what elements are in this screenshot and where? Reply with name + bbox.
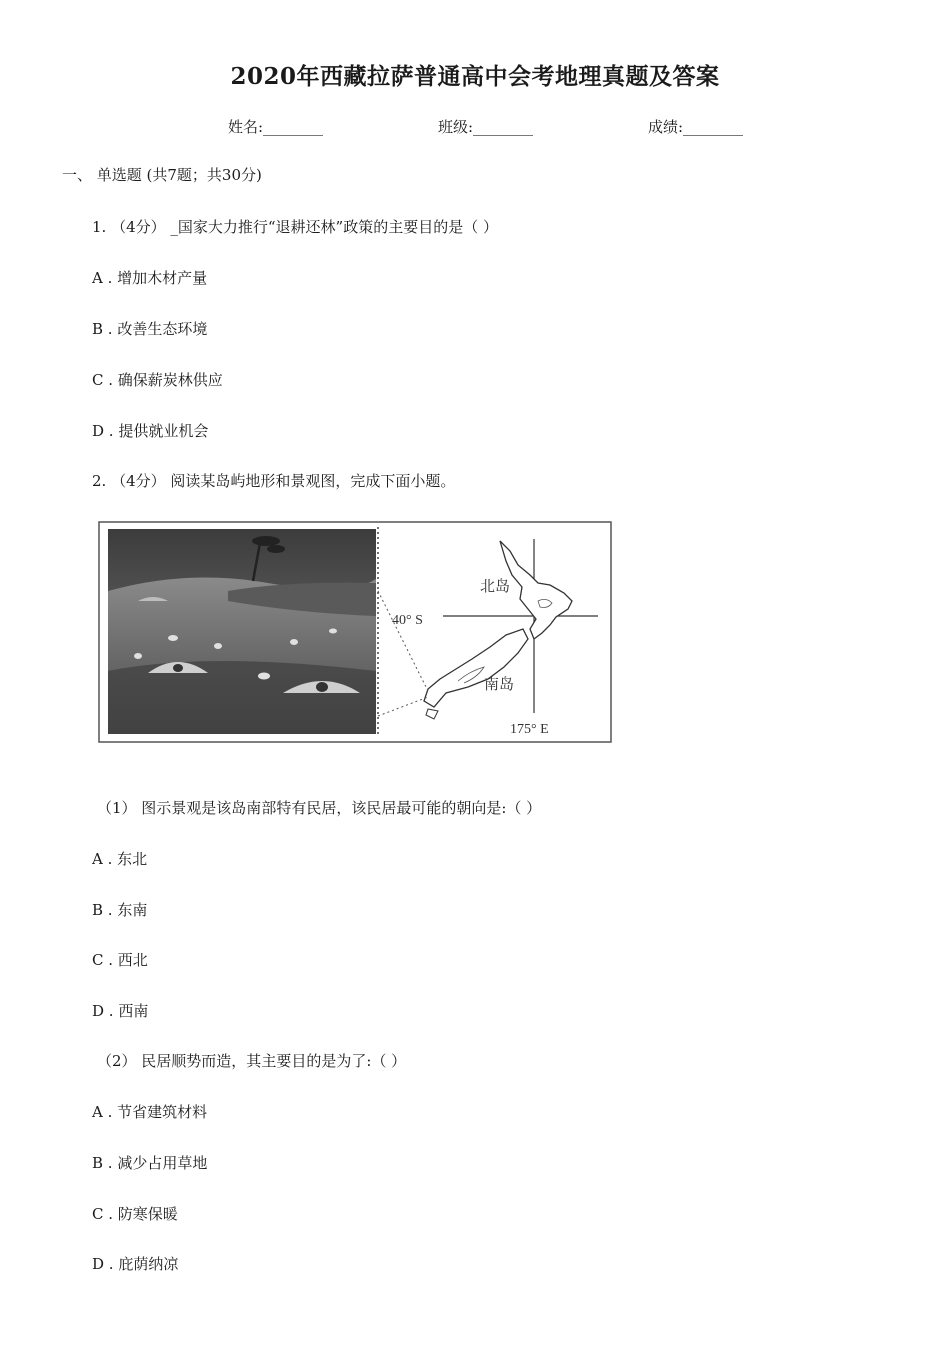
q1-option-c: C . 确保薪炭林供应 [92,371,223,389]
q2-sub2-option-b: B . 减少占用草地 [92,1154,208,1172]
q2-sub2-option-a: A . 节省建筑材料 [92,1103,208,1121]
class-field: 班级:________ [438,118,534,136]
q1-option-a: A . 增加木材产量 [92,269,208,287]
q1-option-b: B . 改善生态环境 [92,320,208,338]
landscape-photo [108,529,376,734]
q2-sub1-option-a: A . 东北 [92,850,148,868]
name-field: 姓名:________ [228,118,324,136]
q2-sub1-option-d: D . 西南 [92,1002,149,1020]
page-title: 2020年西藏拉萨普通高中会考地理真题及答案 [230,63,720,90]
q2-sub1-stem: （1） 图示景观是该岛南部特有民居，该民居最可能的朝向是:（ ） [97,799,542,817]
question-1-stem: 1. （4分） _国家大力推行“退耕还林”政策的主要目的是（ ） [92,218,498,236]
longitude-label: 175° E [510,722,549,737]
q2-sub1-option-c: C . 西北 [92,951,148,969]
q2-sub2-option-d: D . 庇荫纳凉 [92,1255,179,1273]
q2-sub2-option-c: C . 防寒保暖 [92,1205,178,1223]
question-2-stem: 2. （4分） 阅读某岛屿地形和景观图，完成下面小题。 [92,472,456,490]
q2-sub1-option-b: B . 东南 [92,901,148,919]
island-figure [98,521,612,743]
south-island-label: 南岛 [484,675,515,693]
section-heading: 一、 单选题 (共7题；共30分) [62,166,262,184]
latitude-label: 40° S [392,613,423,628]
score-field: 成绩:________ [648,118,744,136]
q1-option-d: D . 提供就业机会 [92,422,209,440]
island-figure-svg [98,521,612,743]
q2-sub2-stem: （2） 民居顺势而造，其主要目的是为了:（ ） [97,1052,407,1070]
north-island-label: 北岛 [480,577,511,595]
